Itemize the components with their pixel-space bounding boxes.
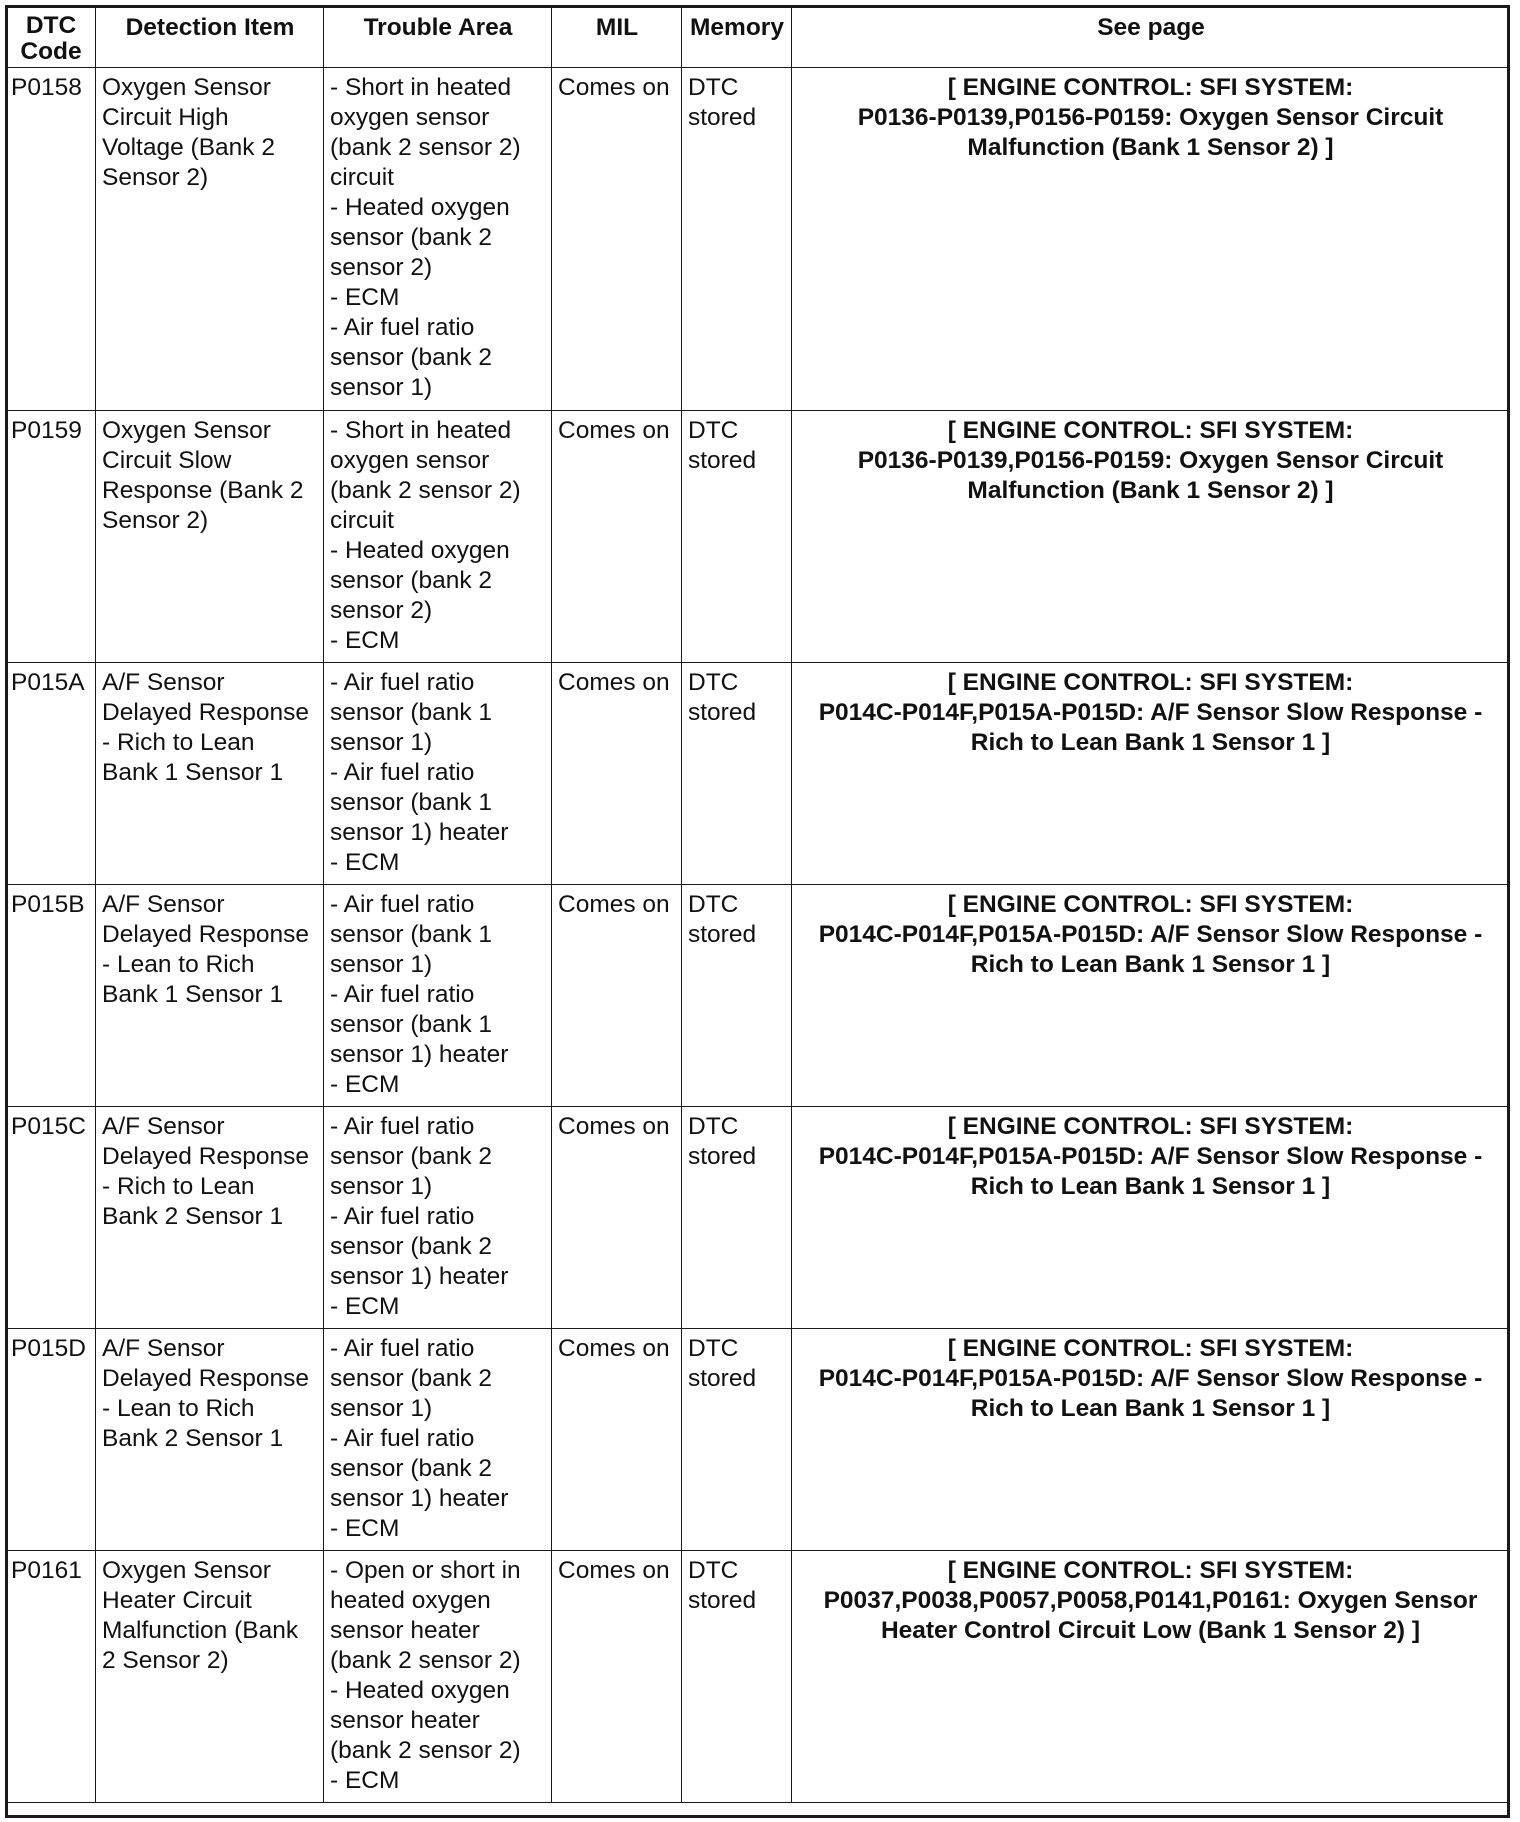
detection-item-line: A/F Sensor — [102, 1335, 225, 1362]
memory-cell — [682, 1107, 792, 1329]
trouble-area-line: sensor 2) — [330, 597, 433, 624]
trouble-area-cell — [324, 68, 552, 411]
trouble-area-line: oxygen sensor — [330, 104, 490, 131]
memory-cell — [682, 1329, 792, 1551]
trouble-area-line: - ECM — [330, 849, 400, 876]
detection-item-cell — [96, 885, 324, 1107]
trouble-area-line: - Heated oxygen — [330, 194, 510, 221]
see-page-line[interactable]: Rich to Lean Bank 1 Sensor 1 ] — [970, 1173, 1331, 1200]
see-page-cell[interactable] — [792, 1107, 1510, 1329]
table-row — [7, 411, 1510, 663]
dtc-code-cell: P015A — [7, 663, 96, 885]
mil-cell: Comes on — [552, 885, 682, 1107]
trouble-area-line: - Short in heated — [330, 74, 512, 101]
detection-item-line: A/F Sensor — [102, 669, 225, 696]
memory-cell — [682, 411, 792, 663]
table-row — [7, 1551, 1510, 1803]
detection-item-cell — [96, 1329, 324, 1551]
table-row — [7, 68, 1510, 411]
trouble-area-line: sensor heater — [330, 1617, 480, 1644]
memory-cell — [682, 68, 792, 411]
detection-item-line: Sensor 2) — [102, 164, 209, 191]
memory-cell — [682, 1551, 792, 1803]
trouble-area-line: sensor (bank 2 — [330, 1365, 493, 1392]
see-page-line[interactable]: Rich to Lean Bank 1 Sensor 1 ] — [970, 951, 1331, 978]
detection-item-cell — [96, 663, 324, 885]
trouble-area-line: - ECM — [330, 1293, 400, 1320]
memory-line: stored — [688, 447, 757, 474]
trouble-area-cell — [324, 663, 552, 885]
trouble-area-line: - ECM — [330, 1071, 400, 1098]
see-page-line[interactable]: Rich to Lean Bank 1 Sensor 1 ] — [970, 1395, 1331, 1422]
table-row — [7, 1107, 1510, 1329]
detection-item-line: Sensor 2) — [102, 507, 209, 534]
detection-item-line: Heater Circuit — [102, 1587, 252, 1614]
memory-line: stored — [688, 699, 757, 726]
memory-line: DTC — [688, 1335, 739, 1362]
detection-item-cell — [96, 68, 324, 411]
trouble-area-line: sensor (bank 1 — [330, 699, 493, 726]
trouble-area-line: sensor 1) — [330, 951, 433, 978]
trouble-area-line: oxygen sensor — [330, 447, 490, 474]
dtc-code-cell: P015D — [7, 1329, 96, 1551]
detection-item-line: Delayed Response — [102, 921, 310, 948]
memory-line: stored — [688, 921, 757, 948]
trouble-area-line: circuit — [330, 164, 394, 191]
trouble-area-line: - Short in heated — [330, 417, 512, 444]
see-page-line[interactable]: Heater Control Circuit Low (Bank 1 Sensor 2) ] — [880, 1617, 1421, 1644]
detection-item-line: Response (Bank 2 — [102, 477, 304, 504]
trouble-area-line: sensor 1) — [330, 374, 433, 401]
trouble-area-line: (bank 2 sensor 2) — [330, 1647, 521, 1674]
trouble-area-line: sensor (bank 2 — [330, 567, 493, 594]
trouble-area-line: sensor (bank 2 — [330, 1143, 493, 1170]
see-page-line[interactable]: P0136-P0139,P0156-P0159: Oxygen Sensor Circuit — [857, 447, 1444, 474]
memory-line: stored — [688, 1365, 757, 1392]
trouble-area-line: (bank 2 sensor 2) — [330, 134, 521, 161]
detection-item-line: 2 Sensor 2) — [102, 1647, 229, 1674]
detection-item-line: Voltage (Bank 2 — [102, 134, 275, 161]
see-page-line[interactable]: Malfunction (Bank 1 Sensor 2) ] — [967, 134, 1334, 161]
column-header-memory: Memory — [682, 7, 792, 68]
mil-cell: Comes on — [552, 68, 682, 411]
mil-cell: Comes on — [552, 1551, 682, 1803]
trouble-area-line: heated oxygen — [330, 1587, 491, 1614]
trouble-area-line: - ECM — [330, 1767, 400, 1794]
trouble-area-line: (bank 2 sensor 2) — [330, 1737, 521, 1764]
trouble-area-line: sensor 2) — [330, 254, 433, 281]
trouble-area-line: - Heated oxygen — [330, 1677, 510, 1704]
detection-item-line: Bank 2 Sensor 1 — [102, 1425, 284, 1452]
column-header-trouble-area: Trouble Area — [324, 7, 552, 68]
see-page-cell[interactable] — [792, 885, 1510, 1107]
mil-cell: Comes on — [552, 1329, 682, 1551]
detection-item-cell — [96, 1551, 324, 1803]
trouble-area-line: - Heated oxygen — [330, 537, 510, 564]
trouble-area-line: sensor (bank 2 — [330, 1233, 493, 1260]
see-page-cell[interactable] — [792, 411, 1510, 663]
detection-item-line: Delayed Response — [102, 699, 310, 726]
see-page-line[interactable]: P0136-P0139,P0156-P0159: Oxygen Sensor Circuit — [857, 104, 1444, 131]
trouble-area-line: sensor (bank 2 — [330, 1455, 493, 1482]
dtc-code-cell: P0161 — [7, 1551, 96, 1803]
trouble-area-line: sensor 1) — [330, 1173, 433, 1200]
trouble-area-line: sensor 1) heater — [330, 1041, 509, 1068]
trouble-area-line: circuit — [330, 507, 394, 534]
see-page-line[interactable]: P014C-P014F,P015A-P015D: A/F Sensor Slow Response - — [818, 921, 1483, 948]
memory-cell — [682, 663, 792, 885]
trouble-area-line: - Open or short in — [330, 1557, 521, 1584]
memory-line: stored — [688, 1143, 757, 1170]
see-page-line[interactable]: [ ENGINE CONTROL: SFI SYSTEM: — [947, 417, 1354, 444]
see-page-line[interactable]: P014C-P014F,P015A-P015D: A/F Sensor Slow Response - — [818, 699, 1483, 726]
detection-item-line: A/F Sensor — [102, 891, 225, 918]
memory-line: DTC — [688, 1113, 739, 1140]
trouble-area-line: - Air fuel ratio — [330, 1203, 475, 1230]
trouble-area-cell — [324, 885, 552, 1107]
detection-item-cell — [96, 411, 324, 663]
see-page-line[interactable]: [ ENGINE CONTROL: SFI SYSTEM: — [947, 74, 1354, 101]
memory-line: DTC — [688, 891, 739, 918]
see-page-cell[interactable] — [792, 663, 1510, 885]
trouble-area-line: - Air fuel ratio — [330, 891, 475, 918]
column-header-detection-item: Detection Item — [96, 7, 324, 68]
see-page-line[interactable]: [ ENGINE CONTROL: SFI SYSTEM: — [947, 669, 1354, 696]
trouble-area-cell — [324, 411, 552, 663]
detection-item-line: Bank 1 Sensor 1 — [102, 981, 284, 1008]
trouble-area-line: sensor 1) heater — [330, 819, 509, 846]
mil-cell: Comes on — [552, 1107, 682, 1329]
dtc-code-cell: P0159 — [7, 411, 96, 663]
see-page-line[interactable]: Malfunction (Bank 1 Sensor 2) ] — [967, 477, 1334, 504]
trouble-area-line: sensor 1) heater — [330, 1263, 509, 1290]
detection-item-line: Circuit High — [102, 104, 229, 131]
table-body — [7, 68, 1510, 1803]
see-page-line[interactable]: P014C-P014F,P015A-P015D: A/F Sensor Slow Response - — [818, 1365, 1483, 1392]
see-page-line[interactable]: P0037,P0038,P0057,P0058,P0141,P0161: Oxygen Sensor — [823, 1587, 1478, 1614]
mil-cell: Comes on — [552, 663, 682, 885]
column-header-dtc-code: DTC Code — [7, 7, 96, 68]
trouble-area-line: sensor (bank 1 — [330, 921, 493, 948]
table-header-row — [7, 7, 1510, 68]
detection-item-line: - Lean to Rich — [102, 1395, 255, 1422]
trouble-area-line: sensor (bank 2 — [330, 344, 493, 371]
table-row — [7, 663, 1510, 885]
trouble-area-line: - Air fuel ratio — [330, 314, 475, 341]
see-page-line[interactable]: P014C-P014F,P015A-P015D: A/F Sensor Slow Response - — [818, 1143, 1483, 1170]
memory-line: DTC — [688, 669, 739, 696]
detection-item-line: Oxygen Sensor — [102, 74, 271, 101]
dtc-table — [6, 6, 1510, 1803]
trouble-area-line: sensor 1) heater — [330, 1485, 509, 1512]
trouble-area-line: - Air fuel ratio — [330, 1335, 475, 1362]
see-page-cell[interactable] — [792, 1551, 1510, 1803]
trouble-area-line: - ECM — [330, 627, 400, 654]
detection-item-line: A/F Sensor — [102, 1113, 225, 1140]
detection-item-line: Delayed Response — [102, 1143, 310, 1170]
memory-line: DTC — [688, 417, 739, 444]
trouble-area-line: - Air fuel ratio — [330, 1113, 475, 1140]
see-page-line[interactable]: [ ENGINE CONTROL: SFI SYSTEM: — [947, 1557, 1354, 1584]
trouble-area-cell — [324, 1551, 552, 1803]
detection-item-line: - Lean to Rich — [102, 951, 255, 978]
mil-cell: Comes on — [552, 411, 682, 663]
trouble-area-line: sensor (bank 1 — [330, 789, 493, 816]
trouble-area-line: sensor 1) — [330, 1395, 433, 1422]
detection-item-cell — [96, 1107, 324, 1329]
memory-cell — [682, 885, 792, 1107]
see-page-line[interactable]: [ ENGINE CONTROL: SFI SYSTEM: — [947, 1335, 1354, 1362]
trouble-area-line: - Air fuel ratio — [330, 1425, 475, 1452]
see-page-line[interactable]: [ ENGINE CONTROL: SFI SYSTEM: — [947, 1113, 1354, 1140]
trouble-area-line: (bank 2 sensor 2) — [330, 477, 521, 504]
trouble-area-cell — [324, 1329, 552, 1551]
trouble-area-line: sensor 1) — [330, 729, 433, 756]
column-header-mil: MIL — [552, 7, 682, 68]
trouble-area-line: sensor (bank 1 — [330, 1011, 493, 1038]
detection-item-line: - Rich to Lean — [102, 729, 255, 756]
column-header-see-page: See page — [792, 7, 1510, 68]
table-row — [7, 885, 1510, 1107]
trouble-area-line: - Air fuel ratio — [330, 759, 475, 786]
dtc-code-cell: P0158 — [7, 68, 96, 411]
memory-line: DTC — [688, 1557, 739, 1584]
see-page-cell[interactable] — [792, 1329, 1510, 1551]
dtc-code-cell: P015C — [7, 1107, 96, 1329]
trouble-area-line: - Air fuel ratio — [330, 981, 475, 1008]
see-page-line[interactable]: [ ENGINE CONTROL: SFI SYSTEM: — [947, 891, 1354, 918]
trouble-area-line: sensor heater — [330, 1707, 480, 1734]
detection-item-line: Bank 1 Sensor 1 — [102, 759, 284, 786]
detection-item-line: Circuit Slow — [102, 447, 232, 474]
detection-item-line: Oxygen Sensor — [102, 1557, 271, 1584]
detection-item-line: - Rich to Lean — [102, 1173, 255, 1200]
see-page-line[interactable]: Rich to Lean Bank 1 Sensor 1 ] — [970, 729, 1331, 756]
table-row — [7, 1329, 1510, 1551]
dtc-code-cell: P015B — [7, 885, 96, 1107]
memory-line: DTC — [688, 74, 739, 101]
detection-item-line: Oxygen Sensor — [102, 417, 271, 444]
trouble-area-line: - ECM — [330, 1515, 400, 1542]
trouble-area-line: - Air fuel ratio — [330, 669, 475, 696]
memory-line: stored — [688, 1587, 757, 1614]
detection-item-line: Delayed Response — [102, 1365, 310, 1392]
detection-item-line: Bank 2 Sensor 1 — [102, 1203, 284, 1230]
memory-line: stored — [688, 104, 757, 131]
see-page-cell[interactable] — [792, 68, 1510, 411]
trouble-area-line: - ECM — [330, 284, 400, 311]
trouble-area-line: sensor (bank 2 — [330, 224, 493, 251]
detection-item-line: Malfunction (Bank — [102, 1617, 299, 1644]
trouble-area-cell — [324, 1107, 552, 1329]
